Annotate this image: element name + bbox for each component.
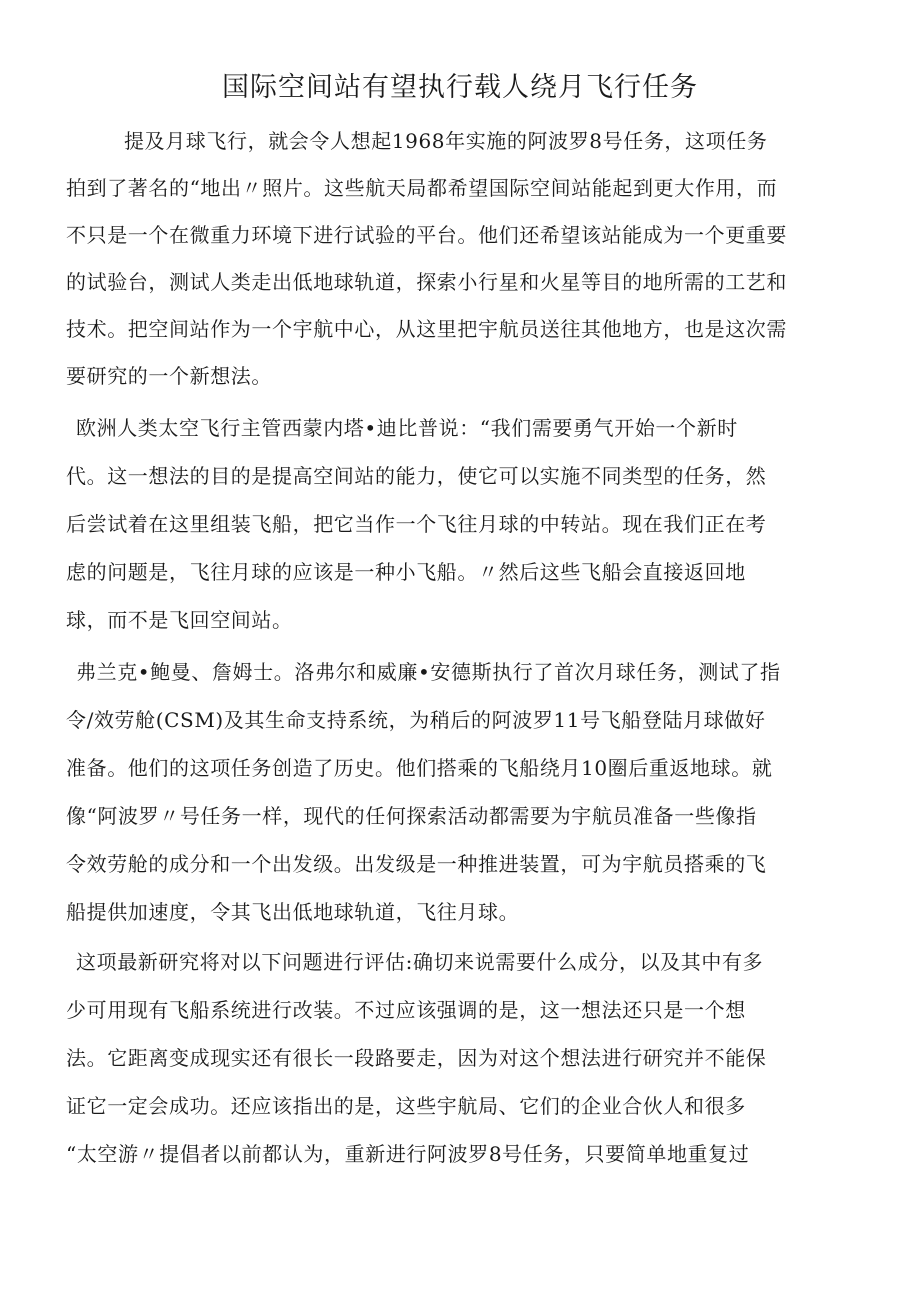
paragraph-4-line-4: 证它一定会成功。还应该指出的是，这些宇航局、它们的企业合伙人和很多 (66, 1094, 746, 1118)
paragraph-2-line-3: 后尝试着在这里组装飞船，把它当作一个飞往月球的中转站。现在我们正在考 (66, 512, 767, 536)
document-title: 国际空间站有望执行载人绕月飞行任务 (222, 72, 698, 103)
paragraph-2-line-2: 代。这一想法的目的是提高空间站的能力，使它可以实施不同类型的任务，然 (66, 464, 767, 488)
paragraph-3-line-2: 令/效劳舱(CSM)及其生命支持系统，为稍后的阿波罗11号飞船登陆月球做好 (66, 708, 766, 732)
paragraph-3-line-4: 像“阿波罗〃号任务一样，现代的任何探索活动都需要为宇航员准备一些像指 (66, 804, 757, 828)
paragraph-3-line-1: 弗兰克•鲍曼、詹姆士。洛弗尔和威廉•安德斯执行了首次月球任务，测试了指 (76, 660, 781, 684)
paragraph-1-line-2: 拍到了著名的“地出〃照片。这些航天局都希望国际空间站能起到更大作用，而 (66, 176, 778, 200)
paragraph-3-line-3: 准备。他们的这项任务创造了历史。他们搭乘的飞船绕月10圈后重返地球。就 (66, 756, 773, 780)
paragraph-2-line-4: 虑的问题是，飞往月球的应该是一种小飞船。〃然后这些飞船会直接返回地 (66, 560, 746, 584)
paragraph-1-line-6: 要研究的一个新想法。 (66, 364, 272, 388)
paragraph-1-line-5: 技术。把空间站作为一个宇航中心，从这里把宇航员送往其他地方，也是这次需 (66, 317, 787, 341)
paragraph-2-line-5: 球，而不是飞回空间站。 (66, 608, 293, 632)
paragraph-2-line-1: 欧洲人类太空飞行主管西蒙内塔•迪比普说：“我们需要勇气开始一个新时 (76, 416, 738, 440)
paragraph-1-line-3: 不只是一个在微重力环境下进行试验的平台。他们还希望该站能成为一个更重要 (66, 223, 787, 247)
paragraph-4-line-3: 法。它距离变成现实还有很长一段路要走，因为对这个想法进行研究并不能保 (66, 1046, 767, 1070)
paragraph-1-line-4: 的试验台，测试人类走出低地球轨道，探索小行星和火星等目的地所需的工艺和 (66, 270, 787, 294)
paragraph-3-line-6: 船提供加速度，令其飞出低地球轨道，飞往月球。 (66, 900, 520, 924)
paragraph-4-line-1: 这项最新研究将对以下问题进行评估:确切来说需要什么成分，以及其中有多 (76, 950, 764, 974)
paragraph-1-line-1: 提及月球飞行，就会令人想起1968年实施的阿波罗8号任务，这项任务 (124, 129, 768, 153)
paragraph-3-line-5: 令效劳舱的成分和一个出发级。出发级是一种推进装置，可为宇航员搭乘的飞 (66, 852, 767, 876)
paragraph-4-line-5: “太空游〃提倡者以前都认为，重新进行阿波罗8号任务，只要简单地重复过 (66, 1142, 750, 1166)
paragraph-4-line-2: 少可用现有飞船系统进行改装。不过应该强调的是，这一想法还只是一个想 (66, 998, 746, 1022)
